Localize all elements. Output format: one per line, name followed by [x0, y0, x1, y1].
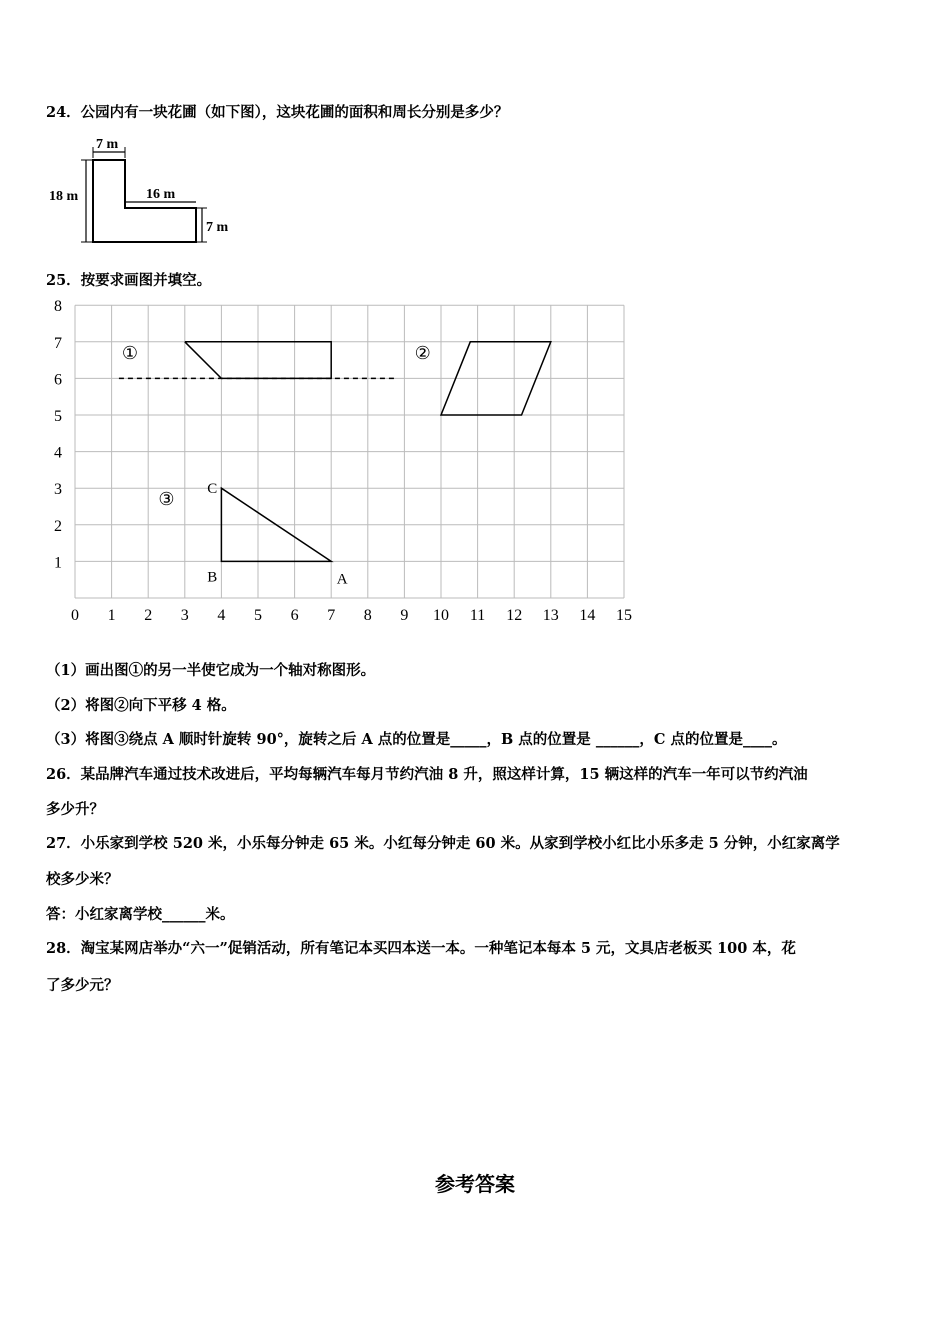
question-26-line2: 多少升？ — [46, 801, 104, 818]
answers-title: 参考答案 — [435, 1172, 515, 1196]
x-tick-label: 11 — [469, 607, 486, 624]
l-shape-outline — [93, 160, 196, 242]
x-tick-label: 10 — [433, 607, 449, 624]
y-tick-label: 8 — [54, 298, 62, 316]
x-axis-ticks — [71, 607, 632, 624]
question-26-line1: 26．某品牌汽车通过技术改进后，平均每辆汽车每月节约汽油 8 升，照这样计算，15 辆这样的汽车一年可以节约汽油 — [46, 766, 808, 783]
x-tick-label: 4 — [217, 607, 226, 624]
y-tick-label: 4 — [54, 444, 62, 462]
x-tick-label: 15 — [616, 607, 632, 624]
y-tick-label: 5 — [54, 408, 62, 425]
x-tick-label: 12 — [506, 607, 523, 624]
label-inner-width: 16 m — [146, 187, 176, 202]
y-tick-label: 6 — [54, 371, 62, 389]
question-25-text: 25．按要求画图并填空。 — [46, 272, 212, 289]
x-tick-label: 13 — [542, 607, 559, 624]
y-tick-label: 2 — [54, 517, 62, 535]
question-28-line1: 28．淘宝某网店举办“六一”促销活动，所有笔记本买四本送一本。一种笔记本每本 5 元，文具店老板买 100 本，花 — [46, 940, 796, 957]
x-tick-label: 1 — [107, 607, 116, 624]
point-a-label: A — [336, 571, 348, 588]
question-24-text: 24．公园内有一块花圃（如下图），这块花圃的面积和周长分别是多少？ — [46, 104, 509, 121]
question-28-line2: 了多少元？ — [46, 977, 119, 994]
coordinate-grid — [40, 298, 640, 628]
x-tick-label: 8 — [363, 607, 372, 624]
question-27-line1: 27．小乐家到学校 520 米，小乐每分钟走 65 米。小红每分钟走 60 米。从家到学校小红比小乐多走 5 分钟，小红家离学 — [46, 835, 840, 852]
x-tick-label: 2 — [144, 607, 153, 624]
y-tick-label: 3 — [54, 481, 62, 499]
label-top-width: 7 m — [96, 137, 119, 152]
label-height: 18 m — [49, 189, 79, 204]
x-tick-label: 0 — [71, 607, 79, 624]
figure-1-label: ① — [121, 342, 138, 363]
sub-question-2: （2）将图②向下平移 4 格。 — [46, 697, 236, 714]
grid-lines — [75, 305, 624, 598]
x-tick-label: 6 — [290, 607, 299, 624]
point-c-label: C — [207, 481, 218, 498]
x-tick-label: 7 — [327, 607, 336, 624]
y-tick-label: 7 — [54, 334, 62, 352]
question-27-answer: 答：小红家离学校______米。 — [46, 906, 235, 923]
x-tick-label: 9 — [400, 607, 409, 624]
x-tick-label: 3 — [180, 607, 189, 624]
label-bottom-height: 7 m — [206, 220, 229, 235]
y-axis-ticks — [54, 298, 62, 571]
x-tick-label: 14 — [579, 607, 596, 624]
figure-3-label: ③ — [158, 489, 175, 510]
figure-2-label: ② — [414, 342, 431, 363]
sub-question-1: （1）画出图①的另一半使它成为一个轴对称图形。 — [46, 662, 376, 679]
y-tick-label: 1 — [54, 554, 62, 572]
flower-bed-figure — [46, 132, 246, 250]
x-tick-label: 5 — [254, 607, 262, 624]
sub-question-3: （3）将图③绕点 A 顺时针旋转 90°，旋转之后 A 点的位置是_____，B 点的位置是 ______，C 点的位置是____。 — [46, 731, 787, 748]
question-27-line2: 校多少米？ — [46, 871, 119, 888]
point-b-label: B — [207, 569, 218, 586]
